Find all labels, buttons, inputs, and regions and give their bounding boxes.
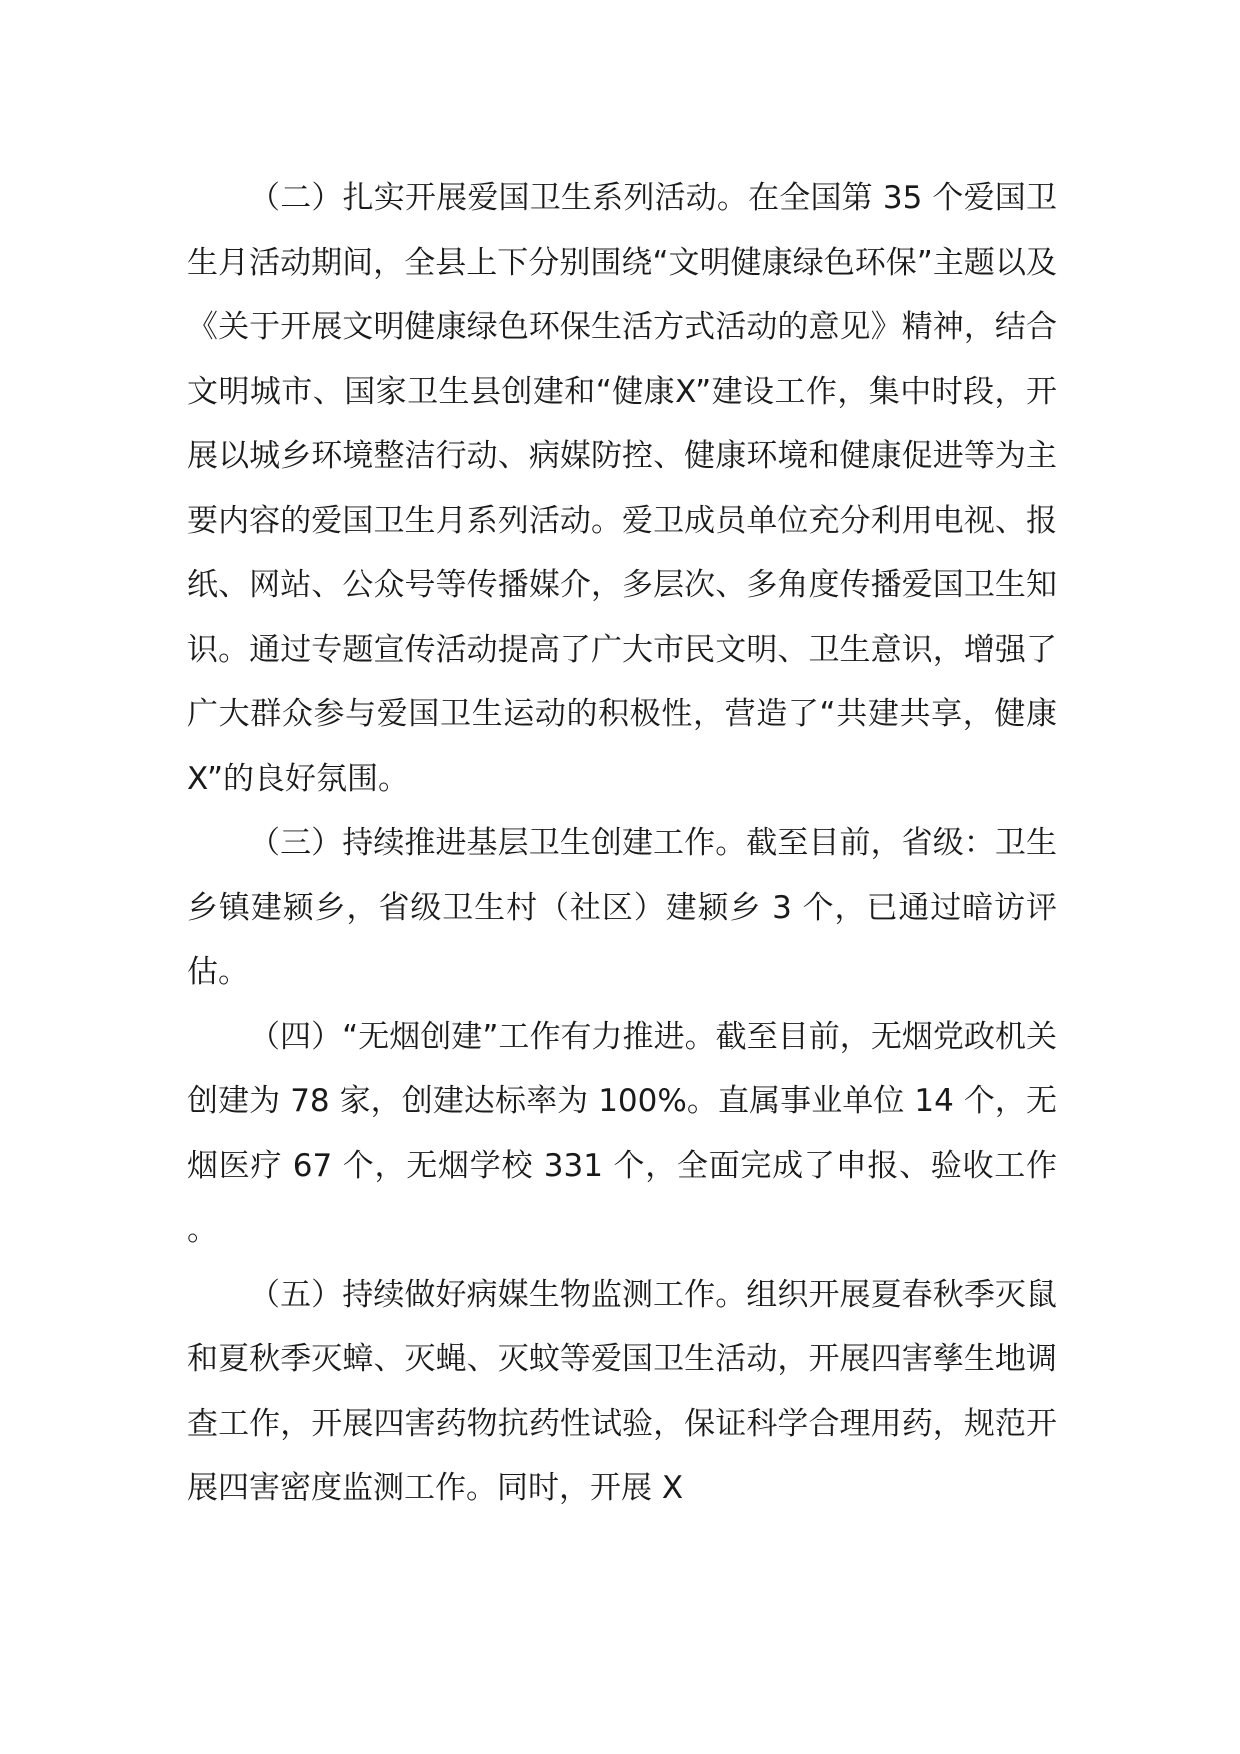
paragraph-smoke-free-creation: （四）“无烟创建”工作有力推进。截至目前，无烟党政机关创建为 78 家，创建达标率为 100%。直属事业单位 14 个，无烟医疗 67 个，无烟学校 331 个，全面完成了申报、验收工作。 (187, 1018, 1057, 1248)
paragraph-patriotic-health-activities: （二）扎实开展爱国卫生系列活动。在全国第 35 个爱国卫生月活动期间，全县上下分别围绕“文明健康绿色环保”主题以及《关于开展文明健康绿色环保生活方式活动的意见》精神，结合文明城市、国家卫生县创建和“健康X”建设工作，集中时段，开展以城乡环境整洁行动、病媒防控、健康环境和健康促进等为主要内容的爱国卫生月系列活动。爱卫成员单位充分利用电视、报纸、网站、公众号等传播媒介，多层次、多角度传播爱国卫生知识。通过专题宣传活动提高了广大市民文明、卫生意识，增强了广大群众参与爱国卫生运动的积极性，营造了“共建共享，健康 X”的良好氛围。 (187, 180, 1057, 797)
paragraph-grassroots-health-creation: （三）持续推进基层卫生创建工作。截至目前，省级：卫生乡镇建颍乡，省级卫生村（社区）建颍乡 3 个，已通过暗访评估。 (187, 825, 1057, 990)
paragraph-vector-monitoring: （五）持续做好病媒生物监测工作。组织开展夏春秋季灭鼠和夏秋季灭蟑、灭蝇、灭蚊等爱国卫生活动，开展四害孳生地调查工作，开展四害药物抗药性试验，保证科学合理用药，规范开展四害密度监测工作。同时，开展 X (187, 1276, 1057, 1506)
document-body (187, 166, 1057, 1521)
